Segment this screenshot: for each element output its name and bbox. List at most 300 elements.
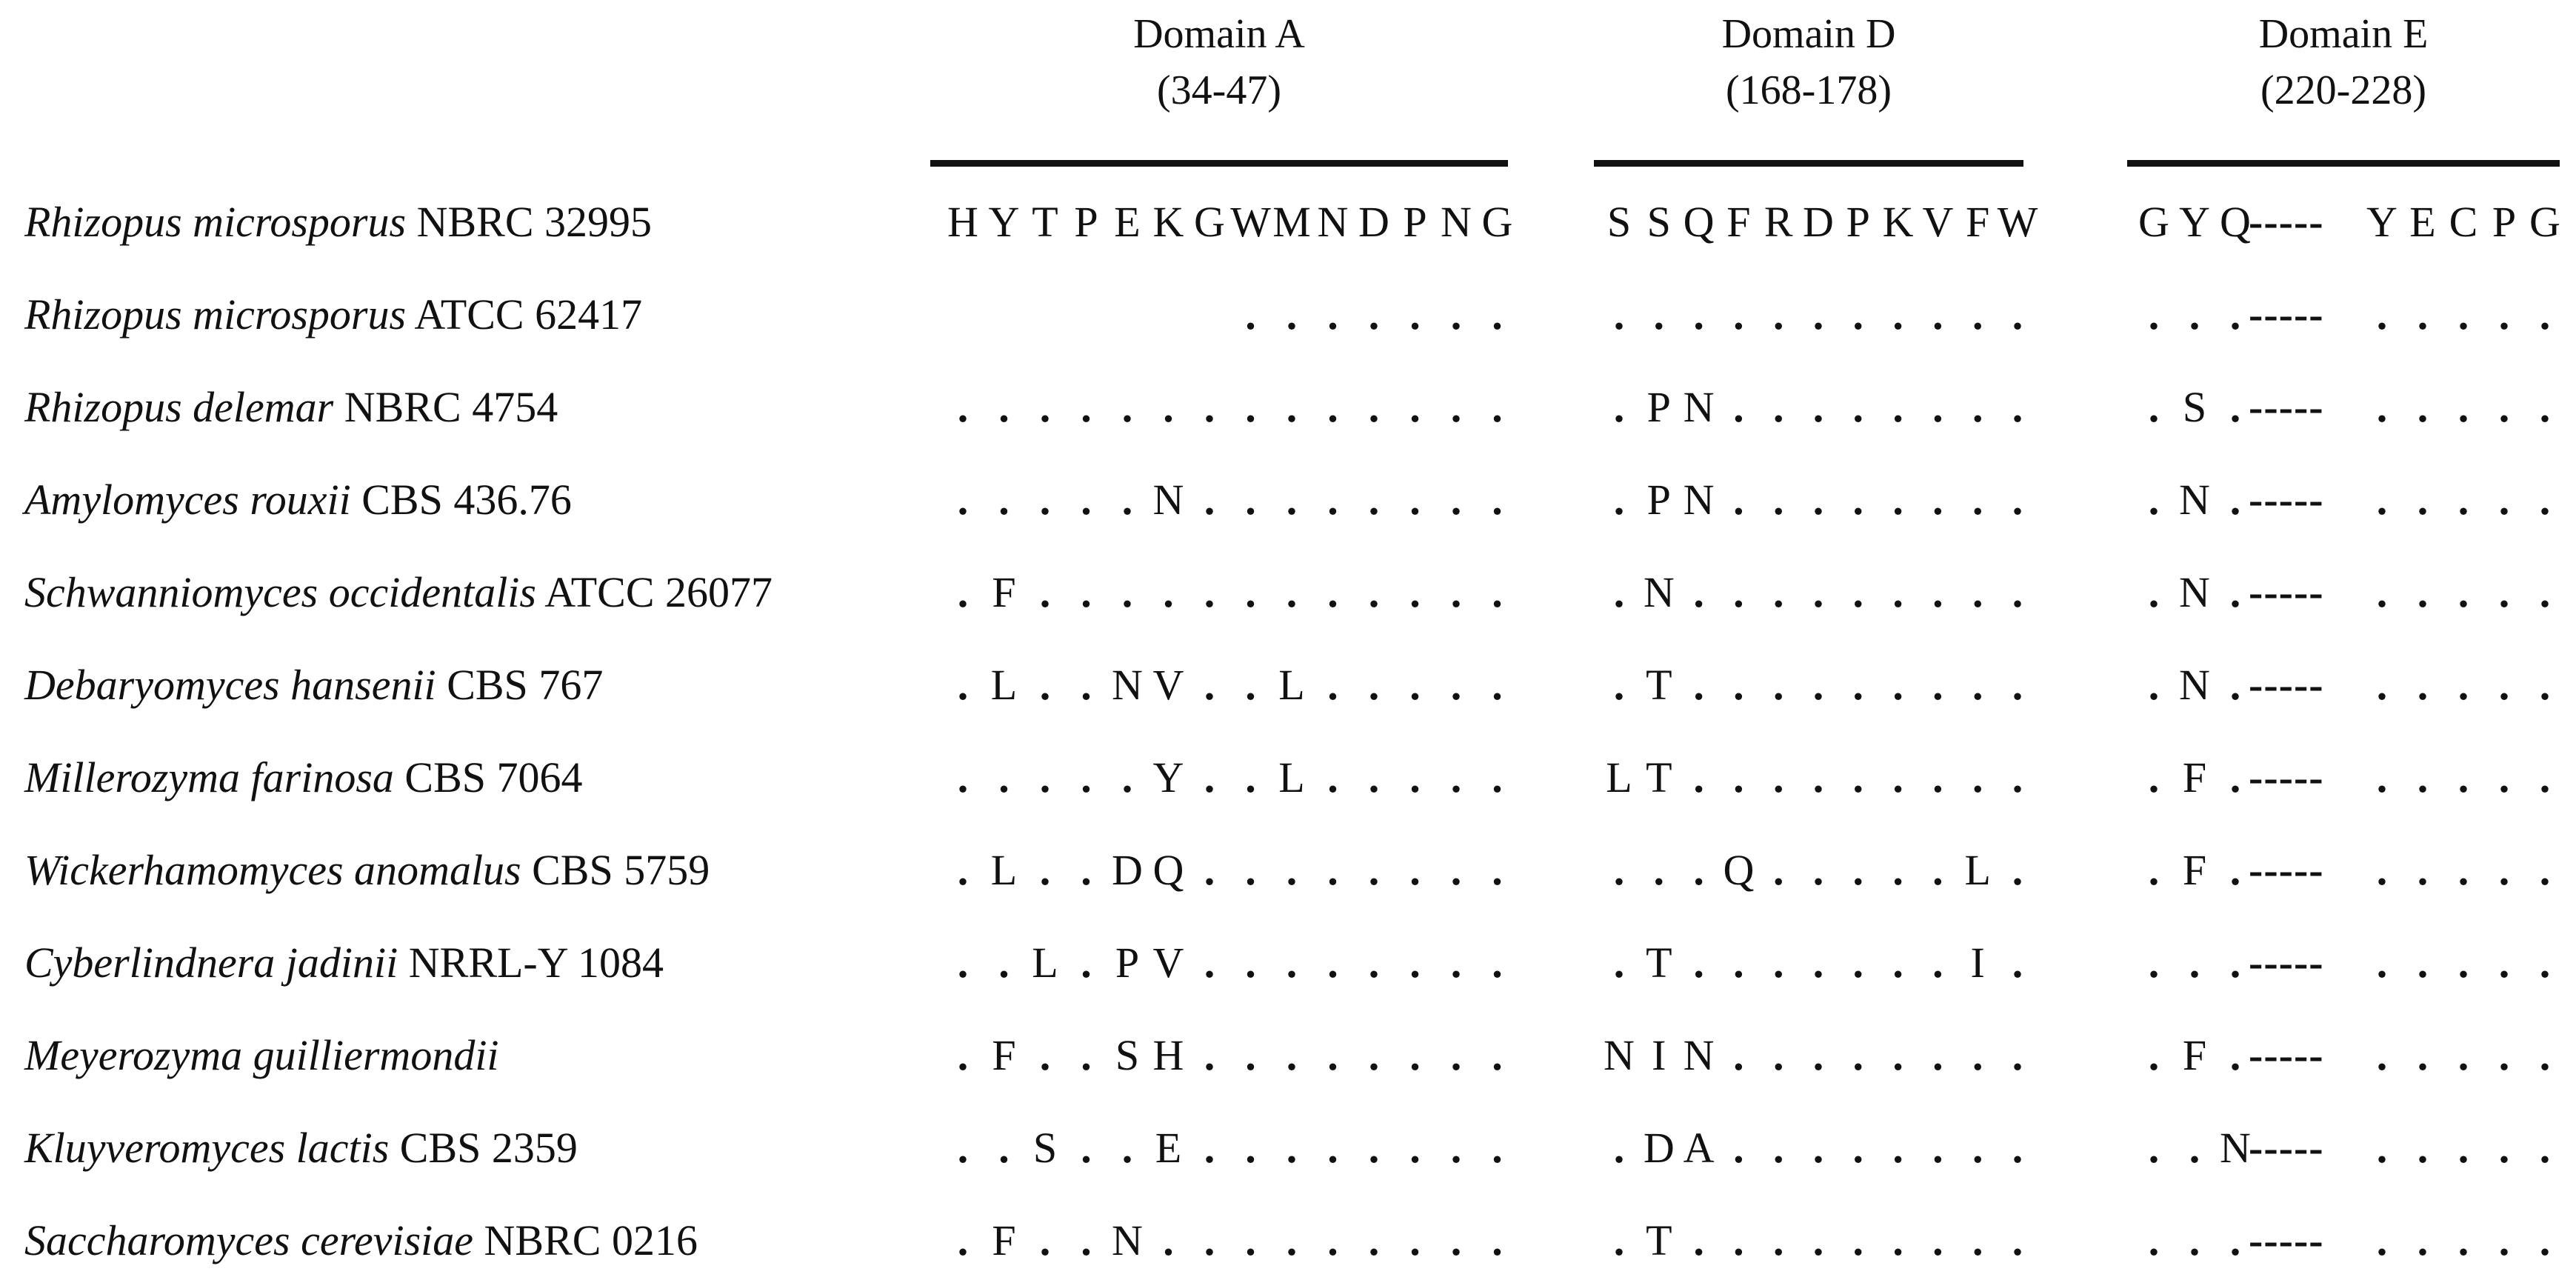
residue-domain-d: . xyxy=(1932,476,1943,524)
residue-domain-d: W xyxy=(1997,198,2038,246)
residue-domain-a: . xyxy=(1492,1124,1503,1172)
residue-domain-a: . xyxy=(957,568,969,616)
residue-domain-a: . xyxy=(1039,383,1051,431)
residue-domain-a: . xyxy=(1327,383,1338,431)
species-label xyxy=(24,659,603,711)
residue-domain-d: I xyxy=(1970,939,1985,987)
residue-domain-a: . xyxy=(1409,290,1421,339)
residue-domain-a: . xyxy=(1286,939,1298,987)
residue-domain-a: . xyxy=(1245,939,1256,987)
residue-domain-a: . xyxy=(1204,1216,1215,1264)
residue-domain-d: . xyxy=(1892,846,1903,894)
residue-domain-d: N xyxy=(1683,476,1715,524)
residue-domain-d: . xyxy=(1693,753,1704,801)
species-label xyxy=(24,474,572,526)
residue-domain-d: . xyxy=(1733,1031,1744,1079)
residue-domain-e: . xyxy=(2539,753,2551,801)
residue-domain-e: . xyxy=(2417,1124,2429,1172)
gap-marker: ----- xyxy=(2249,753,2324,801)
residue-domain-a: . xyxy=(1450,290,1462,339)
residue-domain-d: . xyxy=(1812,1031,1824,1079)
residue-domain-a: D xyxy=(1112,846,1143,894)
residue-domain-a: . xyxy=(1245,1031,1256,1079)
residue-domain-a: . xyxy=(1204,753,1215,801)
residue-domain-a: . xyxy=(1163,1216,1174,1264)
residue-domain-a: . xyxy=(1163,383,1174,431)
residue-domain-d: . xyxy=(1812,1216,1824,1264)
residue-domain-d: L xyxy=(1964,846,1991,894)
residue-domain-d: . xyxy=(1772,476,1784,524)
residue-domain-e: . xyxy=(2148,1216,2160,1264)
residue-domain-d: . xyxy=(2012,661,2023,709)
residue-domain-a: . xyxy=(1492,568,1503,616)
residue-domain-e: Y xyxy=(2366,198,2398,246)
residue-domain-d: I xyxy=(1652,1031,1666,1079)
residue-domain-d: . xyxy=(1733,1216,1744,1264)
residue-domain-a: . xyxy=(1492,383,1503,431)
gap-marker: ----- xyxy=(2249,939,2324,987)
residue-domain-a: . xyxy=(1327,1124,1338,1172)
domain-d-header xyxy=(1594,6,2023,119)
residue-domain-a: . xyxy=(1286,568,1298,616)
residue-domain-a: . xyxy=(957,1216,969,1264)
residue-domain-a: N xyxy=(1441,198,1472,246)
residue-domain-a: . xyxy=(957,1031,969,1079)
residue-domain-a: V xyxy=(1152,939,1184,987)
residue-domain-d: T xyxy=(1646,753,1672,801)
gap-marker: ----- xyxy=(2249,661,2324,709)
residue-domain-d: . xyxy=(1772,661,1784,709)
residue-domain-e: . xyxy=(2498,290,2510,339)
residue-domain-e: G xyxy=(2529,198,2560,246)
residue-domain-e: . xyxy=(2417,568,2429,616)
residue-domain-d: . xyxy=(1892,1124,1903,1172)
residue-domain-a: . xyxy=(1039,846,1051,894)
residue-domain-a: . xyxy=(1245,383,1256,431)
residue-domain-e: . xyxy=(2457,753,2469,801)
residue-domain-d: . xyxy=(1972,290,1983,339)
residue-domain-a: . xyxy=(1245,1216,1256,1264)
residue-domain-e: . xyxy=(2457,661,2469,709)
gap-marker: ----- xyxy=(2249,476,2324,524)
residue-domain-a: G xyxy=(1481,198,1513,246)
residue-domain-a: . xyxy=(1245,290,1256,339)
residue-domain-e: . xyxy=(2498,753,2510,801)
strain-id: CBS 7064 xyxy=(393,753,583,801)
residue-domain-e: . xyxy=(2148,939,2160,987)
species-name: Kluyveromyces lactis xyxy=(24,1124,390,1172)
residue-domain-d: . xyxy=(2012,1124,2023,1172)
residue-domain-d: Q xyxy=(1723,846,1755,894)
residue-domain-e: . xyxy=(2417,846,2429,894)
residue-domain-d: . xyxy=(1852,1031,1864,1079)
gap-marker: ----- xyxy=(2249,568,2324,616)
residue-domain-d: . xyxy=(1932,1216,1943,1264)
species-name: Millerozyma farinosa xyxy=(24,753,394,801)
residue-domain-a: . xyxy=(1492,1216,1503,1264)
residue-domain-d: N xyxy=(1683,1031,1715,1079)
residue-domain-a: . xyxy=(1204,1031,1215,1079)
residue-domain-a: . xyxy=(1368,1031,1380,1079)
residue-domain-a: F xyxy=(992,1216,1016,1264)
residue-domain-a: . xyxy=(1121,753,1133,801)
domain-e-header xyxy=(2127,6,2560,119)
residue-domain-a: . xyxy=(1327,1216,1338,1264)
residue-domain-d: . xyxy=(2012,476,2023,524)
residue-domain-e: . xyxy=(2148,1124,2160,1172)
residue-domain-d: . xyxy=(1733,568,1744,616)
residue-domain-a: . xyxy=(1327,846,1338,894)
residue-domain-d: . xyxy=(1613,476,1625,524)
residue-domain-d: N xyxy=(1683,383,1715,431)
residue-domain-e: . xyxy=(2148,846,2160,894)
domain-d-range: (168-178) xyxy=(1726,67,1892,113)
residue-domain-e: . xyxy=(2457,1031,2469,1079)
residue-domain-a: . xyxy=(1039,476,1051,524)
residue-domain-d: K xyxy=(1882,198,1914,246)
residue-domain-a: . xyxy=(1245,568,1256,616)
residue-domain-a: . xyxy=(1409,1031,1421,1079)
residue-domain-a: . xyxy=(1204,846,1215,894)
residue-domain-e: . xyxy=(2376,1216,2388,1264)
species-name: Meyerozyma guilliermondii xyxy=(24,1031,499,1079)
residue-domain-e: N xyxy=(2220,1124,2251,1172)
residue-domain-a: . xyxy=(1039,1031,1051,1079)
residue-domain-a: . xyxy=(1039,568,1051,616)
residue-domain-a: . xyxy=(1368,846,1380,894)
residue-domain-e: F xyxy=(2182,753,2207,801)
residue-domain-d: T xyxy=(1646,939,1672,987)
strain-id: CBS 2359 xyxy=(389,1124,578,1172)
residue-domain-e: S xyxy=(2182,383,2207,431)
residue-domain-d: D xyxy=(1643,1124,1675,1172)
residue-domain-a: H xyxy=(947,198,978,246)
residue-domain-e: . xyxy=(2229,476,2241,524)
residue-domain-d: . xyxy=(2012,290,2023,339)
residue-domain-a: . xyxy=(1492,476,1503,524)
residue-domain-a: . xyxy=(1121,383,1133,431)
strain-id: CBS 767 xyxy=(436,661,604,709)
residue-domain-a: . xyxy=(1081,661,1092,709)
residue-domain-d: . xyxy=(2012,753,2023,801)
residue-domain-e: . xyxy=(2539,1031,2551,1079)
residue-domain-e: . xyxy=(2229,568,2241,616)
residue-domain-a: . xyxy=(1081,568,1092,616)
residue-domain-e: . xyxy=(2417,661,2429,709)
residue-domain-d: . xyxy=(1653,846,1665,894)
residue-domain-a: L xyxy=(990,846,1018,894)
residue-domain-a: . xyxy=(1492,753,1503,801)
residue-domain-e: . xyxy=(2229,1216,2241,1264)
residue-domain-d: . xyxy=(1733,383,1744,431)
residue-domain-e: . xyxy=(2229,661,2241,709)
residue-domain-a: . xyxy=(1368,568,1380,616)
residue-domain-e: . xyxy=(2539,476,2551,524)
domain-e-range: (220-228) xyxy=(2260,67,2426,113)
residue-domain-d: . xyxy=(1972,661,1983,709)
residue-domain-a: . xyxy=(1368,1216,1380,1264)
species-name: Cyberlindnera jadinii xyxy=(24,939,398,987)
gap-marker: ----- xyxy=(2249,1216,2324,1264)
species-name: Rhizopus microsporus xyxy=(24,198,407,246)
residue-domain-d: . xyxy=(1852,1124,1864,1172)
domain-a-title: Domain A xyxy=(1133,11,1305,57)
residue-domain-a: N xyxy=(1317,198,1349,246)
residue-domain-d: . xyxy=(1852,290,1864,339)
residue-domain-e: G xyxy=(2138,198,2169,246)
gap-marker: ----- xyxy=(2249,846,2324,894)
residue-domain-d: P xyxy=(1846,198,1870,246)
residue-domain-a: P xyxy=(1403,198,1427,246)
residue-domain-e: . xyxy=(2417,939,2429,987)
residue-domain-d: . xyxy=(2012,383,2023,431)
residue-domain-d: . xyxy=(1972,753,1983,801)
residue-domain-e: . xyxy=(2498,939,2510,987)
residue-domain-a: . xyxy=(1450,939,1462,987)
residue-domain-d: . xyxy=(2012,846,2023,894)
residue-domain-a: . xyxy=(1409,476,1421,524)
residue-domain-d: . xyxy=(1852,846,1864,894)
residue-domain-d: F xyxy=(1726,198,1751,246)
residue-domain-d: P xyxy=(1646,383,1671,431)
species-name: Rhizopus delemar xyxy=(24,383,334,431)
residue-domain-e: . xyxy=(2148,290,2160,339)
residue-domain-d: . xyxy=(1852,476,1864,524)
residue-domain-a: . xyxy=(1081,476,1092,524)
residue-domain-d: . xyxy=(1812,290,1824,339)
gap-marker: ----- xyxy=(2249,383,2324,431)
residue-domain-d: . xyxy=(2012,1031,2023,1079)
residue-domain-d: . xyxy=(1613,1124,1625,1172)
residue-domain-a: . xyxy=(998,383,1010,431)
residue-domain-a: . xyxy=(998,1124,1010,1172)
residue-domain-a: Y xyxy=(988,198,1020,246)
residue-domain-d: . xyxy=(1772,568,1784,616)
residue-domain-a: . xyxy=(1204,568,1215,616)
residue-domain-e: . xyxy=(2148,753,2160,801)
residue-domain-d: . xyxy=(1772,846,1784,894)
residue-domain-e: Y xyxy=(2179,198,2210,246)
residue-domain-d: . xyxy=(1852,383,1864,431)
residue-domain-a: F xyxy=(992,568,1016,616)
species-label xyxy=(24,289,642,341)
residue-domain-a: . xyxy=(1286,383,1298,431)
residue-domain-a: . xyxy=(1409,753,1421,801)
residue-domain-e: . xyxy=(2539,1216,2551,1264)
species-label xyxy=(24,1215,698,1267)
residue-domain-a: . xyxy=(1286,290,1298,339)
residue-domain-d: . xyxy=(1733,753,1744,801)
residue-domain-a: . xyxy=(1368,290,1380,339)
residue-domain-d: . xyxy=(1932,846,1943,894)
residue-domain-a: . xyxy=(1245,476,1256,524)
residue-domain-d: F xyxy=(1966,198,1990,246)
residue-domain-d: . xyxy=(1772,1124,1784,1172)
residue-domain-a: . xyxy=(998,753,1010,801)
residue-domain-e: E xyxy=(2409,198,2436,246)
residue-domain-a: . xyxy=(1368,661,1380,709)
species-label xyxy=(24,937,664,989)
species-name: Amylomyces rouxii xyxy=(24,476,351,524)
residue-domain-d: . xyxy=(1613,1216,1625,1264)
residue-domain-a: L xyxy=(1278,753,1305,801)
residue-domain-d: . xyxy=(1892,1031,1903,1079)
residue-domain-a: Y xyxy=(1152,753,1184,801)
residue-domain-a: . xyxy=(1039,661,1051,709)
residue-domain-a: . xyxy=(1368,753,1380,801)
residue-domain-d: . xyxy=(1613,661,1625,709)
residue-domain-d: . xyxy=(1932,568,1943,616)
residue-domain-a: . xyxy=(1327,1031,1338,1079)
residue-domain-e: . xyxy=(2189,1124,2200,1172)
residue-domain-d: . xyxy=(1812,476,1824,524)
species-label xyxy=(24,196,652,248)
residue-domain-e: . xyxy=(2498,476,2510,524)
residue-domain-d: . xyxy=(1772,1031,1784,1079)
residue-domain-d: . xyxy=(1932,383,1943,431)
residue-domain-d: . xyxy=(1733,1124,1744,1172)
residue-domain-a: G xyxy=(1194,198,1225,246)
residue-domain-a: . xyxy=(1121,1124,1133,1172)
residue-domain-d: . xyxy=(1733,476,1744,524)
residue-domain-a: . xyxy=(1121,476,1133,524)
residue-domain-d: . xyxy=(1693,1216,1704,1264)
residue-domain-a: . xyxy=(957,476,969,524)
residue-domain-a: K xyxy=(1152,198,1184,246)
residue-domain-d: T xyxy=(1646,661,1672,709)
residue-domain-a: N xyxy=(1112,1216,1143,1264)
residue-domain-e: . xyxy=(2417,290,2429,339)
residue-domain-d: . xyxy=(1892,290,1903,339)
residue-domain-a: . xyxy=(1204,1124,1215,1172)
residue-domain-a: L xyxy=(990,661,1018,709)
residue-domain-e: . xyxy=(2539,1124,2551,1172)
residue-domain-e: . xyxy=(2229,939,2241,987)
gap-marker: ----- xyxy=(2249,198,2324,246)
residue-domain-d: . xyxy=(1693,568,1704,616)
residue-domain-a: . xyxy=(1081,1216,1092,1264)
residue-domain-a: . xyxy=(1450,383,1462,431)
residue-domain-a: . xyxy=(1286,1031,1298,1079)
strain-id: NBRC 0216 xyxy=(473,1216,698,1264)
residue-domain-e: . xyxy=(2498,383,2510,431)
residue-domain-e: . xyxy=(2148,1031,2160,1079)
residue-domain-e: . xyxy=(2457,939,2469,987)
residue-domain-a: . xyxy=(957,661,969,709)
residue-domain-d: . xyxy=(1972,1216,1983,1264)
residue-domain-e: . xyxy=(2498,661,2510,709)
residue-domain-a: . xyxy=(1081,846,1092,894)
residue-domain-e: N xyxy=(2179,568,2210,616)
residue-domain-d: . xyxy=(1892,753,1903,801)
residue-domain-d: . xyxy=(1772,1216,1784,1264)
residue-domain-a: . xyxy=(1081,939,1092,987)
species-label xyxy=(24,1122,578,1174)
residue-domain-a: . xyxy=(1327,753,1338,801)
residue-domain-e: . xyxy=(2539,846,2551,894)
residue-domain-d: S xyxy=(1606,198,1632,246)
residue-domain-d: . xyxy=(1892,383,1903,431)
strain-id: ATCC 26077 xyxy=(536,568,773,616)
species-label xyxy=(24,844,710,896)
residue-domain-a: . xyxy=(1409,1216,1421,1264)
residue-domain-e: . xyxy=(2229,1031,2241,1079)
residue-domain-d: V xyxy=(1922,198,1954,246)
residue-domain-a: . xyxy=(1286,846,1298,894)
residue-domain-e: . xyxy=(2189,290,2200,339)
residue-domain-a: Q xyxy=(1152,846,1184,894)
residue-domain-a: . xyxy=(1081,1031,1092,1079)
species-name: Debaryomyces hansenii xyxy=(24,661,436,709)
residue-domain-a: . xyxy=(957,383,969,431)
residue-domain-a: . xyxy=(1450,1124,1462,1172)
domain-d-rule xyxy=(1594,160,2023,167)
residue-domain-a: . xyxy=(1492,846,1503,894)
residue-domain-e: . xyxy=(2457,476,2469,524)
residue-domain-e: . xyxy=(2539,939,2551,987)
residue-domain-d: . xyxy=(2012,568,2023,616)
strain-id: NBRC 32995 xyxy=(406,198,653,246)
strain-id: CBS 436.76 xyxy=(350,476,572,524)
residue-domain-a: . xyxy=(1327,939,1338,987)
residue-domain-a: . xyxy=(1409,939,1421,987)
residue-domain-e: . xyxy=(2229,846,2241,894)
residue-domain-a: L xyxy=(1278,661,1305,709)
residue-domain-a: . xyxy=(1204,476,1215,524)
residue-domain-d: . xyxy=(1932,939,1943,987)
residue-domain-a: . xyxy=(1204,939,1215,987)
residue-domain-a: E xyxy=(1114,198,1141,246)
residue-domain-d: . xyxy=(1812,939,1824,987)
residue-domain-a: . xyxy=(1327,661,1338,709)
residue-domain-e: . xyxy=(2457,1216,2469,1264)
residue-domain-a: W xyxy=(1230,198,1271,246)
domain-a-range: (34-47) xyxy=(1157,67,1281,113)
residue-domain-a: V xyxy=(1152,661,1184,709)
residue-domain-e: . xyxy=(2457,290,2469,339)
residue-domain-d: . xyxy=(1613,290,1625,339)
residue-domain-a: E xyxy=(1155,1124,1182,1172)
residue-domain-e: N xyxy=(2179,476,2210,524)
residue-domain-d: . xyxy=(1932,661,1943,709)
residue-domain-d: . xyxy=(1892,476,1903,524)
residue-domain-e: Q xyxy=(2220,198,2251,246)
residue-domain-e: . xyxy=(2539,661,2551,709)
residue-domain-e: . xyxy=(2457,568,2469,616)
residue-domain-e: F xyxy=(2182,1031,2207,1079)
residue-domain-e: . xyxy=(2189,939,2200,987)
residue-domain-d: . xyxy=(1772,939,1784,987)
residue-domain-e: C xyxy=(2449,198,2478,246)
residue-domain-e: . xyxy=(2148,383,2160,431)
domain-d-title: Domain D xyxy=(1721,11,1896,57)
residue-domain-d: . xyxy=(2012,1216,2023,1264)
residue-domain-d: . xyxy=(1653,290,1665,339)
residue-domain-d: . xyxy=(1693,846,1704,894)
residue-domain-a: D xyxy=(1358,198,1389,246)
residue-domain-d: . xyxy=(1733,290,1744,339)
residue-domain-e: . xyxy=(2498,1216,2510,1264)
residue-domain-d: . xyxy=(1932,1031,1943,1079)
residue-domain-e: P xyxy=(2492,198,2517,246)
residue-domain-a: . xyxy=(1204,383,1215,431)
residue-domain-a: . xyxy=(957,939,969,987)
residue-domain-a: . xyxy=(1368,476,1380,524)
residue-domain-e: . xyxy=(2539,383,2551,431)
residue-domain-d: P xyxy=(1646,476,1671,524)
residue-domain-a: . xyxy=(957,753,969,801)
residue-domain-d: . xyxy=(1772,290,1784,339)
